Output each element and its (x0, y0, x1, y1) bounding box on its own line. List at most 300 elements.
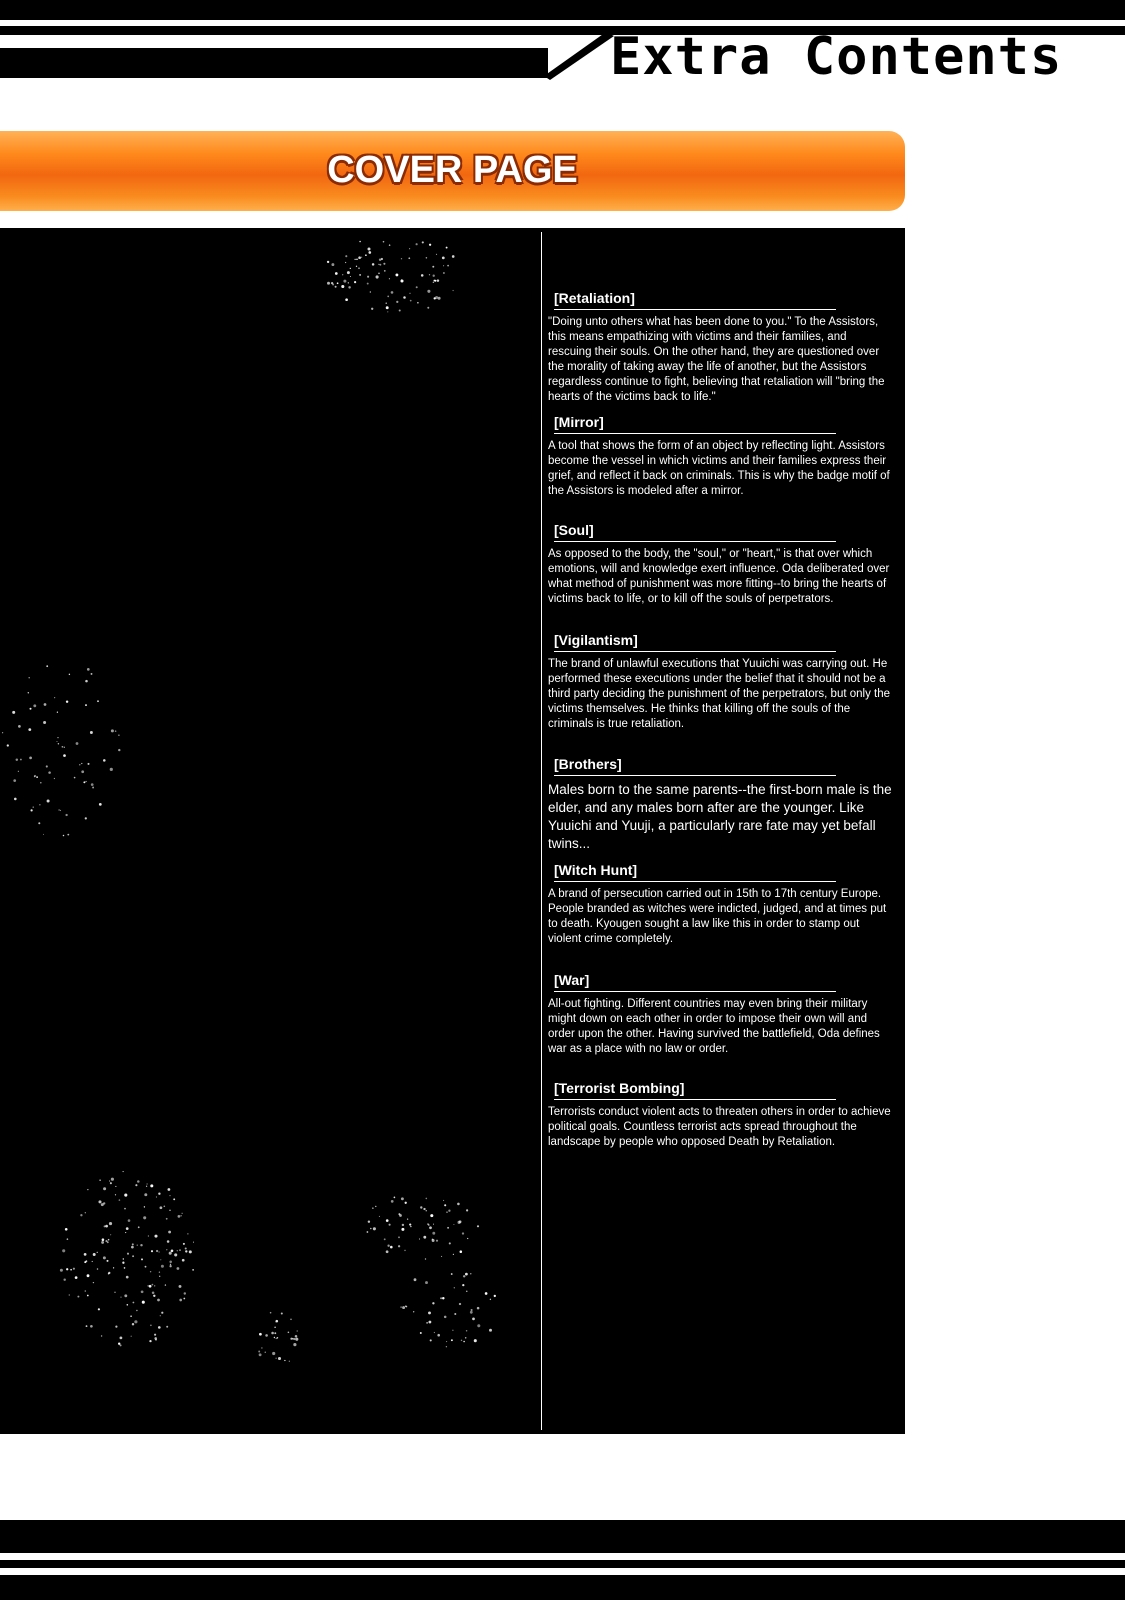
city-light-speck (454, 1287, 455, 1288)
city-light-speck (272, 1352, 275, 1355)
city-light-speck (453, 1254, 454, 1255)
city-light-speck (449, 1242, 451, 1244)
city-light-speck (146, 1186, 147, 1187)
city-light-speck (383, 263, 385, 265)
city-light-speck (28, 728, 31, 731)
city-light-speck (151, 1250, 153, 1252)
city-light-speck (149, 1340, 151, 1342)
city-light-speck (33, 807, 34, 808)
city-light-speck (471, 1309, 473, 1311)
city-light-speck (141, 1258, 143, 1260)
city-light-speck (452, 255, 455, 258)
city-light-speck (429, 274, 430, 275)
city-light-speck (454, 1313, 456, 1315)
city-light-speck (123, 1258, 124, 1259)
city-light-speck (430, 1214, 433, 1217)
city-light-speck (459, 1303, 461, 1305)
city-light-speck (179, 1249, 181, 1251)
city-light-speck (462, 1232, 464, 1234)
city-light-speck (443, 265, 444, 266)
city-light-speck (18, 771, 19, 772)
city-light-speck (401, 1197, 404, 1200)
city-light-speck (103, 1187, 106, 1190)
glossary-term: [Vigilantism] (554, 630, 836, 652)
city-light-speck (178, 1215, 181, 1218)
city-light-speck (138, 1226, 140, 1228)
city-light-speck (64, 747, 65, 748)
city-light-speck (470, 1311, 473, 1314)
city-light-speck (297, 1330, 298, 1331)
city-light-speck (85, 680, 88, 683)
city-light-speck (168, 1188, 171, 1191)
city-light-speck (87, 763, 89, 765)
city-light-speck (166, 1218, 168, 1220)
city-light-speck (477, 1324, 480, 1327)
city-light-speck (375, 1206, 376, 1207)
city-light-speck (111, 729, 114, 732)
city-light-speck (189, 1250, 192, 1253)
city-light-speck (359, 274, 361, 276)
city-light-speck (258, 1351, 260, 1353)
city-light-speck (379, 259, 381, 261)
city-light-speck (466, 1330, 468, 1332)
city-light-speck (147, 1285, 148, 1286)
city-light-speck (84, 1253, 87, 1256)
city-light-speck (420, 1206, 422, 1208)
city-light-speck (90, 731, 93, 734)
city-light-speck (97, 1252, 98, 1253)
city-light-speck (60, 1269, 63, 1272)
city-light-speck (437, 1334, 440, 1337)
glossary-entry (548, 1078, 893, 1150)
city-light-speck (427, 307, 429, 309)
city-light-speck (54, 778, 55, 779)
city-light-speck (127, 1304, 129, 1306)
city-light-speck (289, 1361, 290, 1362)
city-light-speck (150, 1325, 152, 1327)
city-light-speck (159, 1272, 160, 1273)
city-light-speck (43, 721, 46, 724)
city-light-speck (131, 1336, 132, 1337)
city-light-speck (185, 1250, 187, 1252)
city-light-speck (432, 1239, 435, 1242)
city-light-speck (365, 254, 367, 256)
city-light-speck (169, 1265, 171, 1267)
city-light-speck (396, 301, 398, 303)
city-light-speck (111, 1178, 114, 1181)
city-light-speck (485, 1292, 488, 1295)
glossary-definition: The brand of unlawful executions that Yuuichi was carrying out. He performed these executions under the belief that it should not be a third party deciding the punishment of the perpetrators, but only the victims themselves. He thinks that killing off the souls of the criminals is true retaliation. (548, 658, 891, 730)
city-light-speck (350, 268, 351, 269)
city-light-speck (274, 1332, 276, 1334)
city-light-speck (378, 264, 379, 265)
city-light-speck (453, 1224, 454, 1225)
city-light-speck (409, 1224, 411, 1226)
city-light-speck (446, 1211, 447, 1212)
city-light-speck (34, 775, 36, 777)
city-light-speck (163, 1205, 165, 1207)
city-light-speck (447, 265, 449, 267)
glossary-term: [Brothers] (554, 754, 836, 776)
city-light-speck (434, 280, 436, 282)
city-light-speck (73, 1268, 75, 1270)
city-light-speck (132, 1302, 134, 1304)
city-light-speck (290, 1318, 292, 1320)
city-light-speck (419, 1238, 420, 1239)
city-light-speck (398, 1236, 400, 1238)
city-light-speck (137, 1245, 138, 1246)
city-light-speck (86, 1325, 88, 1327)
city-light-speck (124, 1267, 126, 1269)
city-light-speck (410, 1226, 411, 1227)
city-light-speck (465, 1273, 468, 1276)
city-light-speck (444, 1204, 446, 1206)
city-light-speck (193, 1242, 194, 1243)
city-light-speck (65, 1228, 68, 1231)
city-light-speck (293, 1343, 296, 1346)
city-light-speck (465, 1337, 467, 1339)
glossary-definition: All-out fighting. Different countries may even bring their military might down on each other in order to impose their own will and order upon the other. Having survived the battlefield, Oda defines war as a place with no law or order. (548, 998, 880, 1055)
city-light-speck (141, 1290, 144, 1293)
city-light-speck (395, 273, 398, 276)
city-light-speck (345, 298, 348, 301)
city-light-speck (160, 1259, 161, 1260)
city-light-speck (43, 834, 44, 835)
city-light-speck (85, 1290, 87, 1292)
city-light-speck (404, 1250, 406, 1252)
city-light-speck (398, 1245, 400, 1247)
city-light-speck (389, 1224, 391, 1226)
city-light-speck (274, 1326, 276, 1328)
city-light-speck (384, 270, 386, 272)
city-light-speck (354, 281, 356, 283)
city-light-speck (101, 1335, 102, 1336)
city-light-speck (152, 1292, 155, 1295)
city-light-speck (274, 1337, 275, 1338)
city-light-speck (99, 1180, 100, 1181)
city-light-speck (425, 1281, 428, 1284)
city-light-speck (276, 1338, 277, 1339)
city-light-speck (343, 280, 346, 283)
glossary-entry (548, 412, 893, 499)
glossary-term: [Terrorist Bombing] (554, 1078, 836, 1100)
city-light-speck (436, 1240, 438, 1242)
city-light-speck (62, 1249, 65, 1252)
city-light-speck (113, 1267, 114, 1268)
city-light-speck (387, 296, 389, 298)
glossary-definition: Terrorists conduct violent acts to threaten others in order to achieve political goals. Countless terrorist acts spread throughout the landscape by people who opposed Death by Retaliation. (548, 1106, 891, 1148)
city-light-speck (28, 677, 29, 678)
city-light-speck (295, 1335, 298, 1338)
city-light-speck (441, 1256, 442, 1257)
city-light-speck (399, 309, 401, 311)
city-light-speck (168, 1231, 171, 1234)
city-light-speck (29, 708, 31, 710)
city-light-speck (169, 1210, 170, 1211)
city-light-speck (403, 296, 406, 299)
city-light-speck (451, 1273, 453, 1275)
city-light-speck (132, 1323, 134, 1325)
city-light-speck (161, 1312, 163, 1314)
city-light-speck (350, 276, 351, 277)
city-light-speck (67, 834, 69, 836)
city-light-speck (91, 673, 93, 675)
city-light-speck (407, 1218, 408, 1219)
city-light-speck (367, 1231, 369, 1233)
city-light-speck (108, 1273, 110, 1275)
city-light-speck (142, 1301, 145, 1304)
city-light-speck (443, 1200, 444, 1201)
city-light-speck (183, 1243, 185, 1245)
city-light-speck (187, 1233, 188, 1234)
city-light-speck (169, 1261, 172, 1264)
glossary-term: [Soul] (554, 520, 836, 542)
city-light-speck (97, 700, 99, 702)
city-light-speck (386, 306, 389, 309)
city-light-speck (127, 1253, 129, 1255)
city-light-speck (430, 1339, 432, 1341)
city-light-speck (442, 1297, 444, 1299)
city-light-speck (144, 1206, 145, 1207)
city-light-speck (341, 285, 344, 288)
city-light-speck (477, 1225, 479, 1227)
city-light-speck (97, 1268, 99, 1270)
city-light-speck (60, 810, 61, 811)
city-light-speck (33, 704, 36, 707)
city-light-speck (115, 1186, 116, 1187)
city-light-speck (80, 1214, 82, 1216)
city-light-speck (144, 1193, 147, 1196)
city-light-speck (367, 283, 369, 285)
city-light-speck (427, 290, 430, 293)
cover-art-city-lights (0, 228, 540, 1434)
city-light-speck (417, 302, 419, 304)
city-light-speck (38, 822, 40, 824)
city-light-speck (160, 1315, 161, 1316)
city-light-speck (452, 1330, 453, 1331)
city-light-speck (85, 1212, 86, 1213)
city-light-speck (123, 1171, 124, 1172)
city-light-speck (409, 248, 410, 249)
city-light-speck (446, 247, 448, 249)
city-light-speck (69, 674, 70, 675)
city-light-speck (74, 777, 76, 779)
city-light-speck (81, 770, 84, 773)
city-light-speck (434, 1332, 435, 1333)
city-light-speck (122, 1262, 124, 1264)
city-light-speck (416, 286, 418, 288)
city-light-speck (167, 1240, 170, 1243)
city-light-speck (105, 1225, 108, 1228)
city-light-speck (372, 263, 375, 266)
city-light-speck (425, 1258, 426, 1259)
city-light-speck (423, 1208, 425, 1210)
city-light-speck (427, 1223, 429, 1225)
city-light-speck (171, 1250, 174, 1253)
city-light-speck (120, 1337, 123, 1340)
city-light-speck (420, 1332, 422, 1334)
city-light-speck (173, 1198, 175, 1200)
city-light-speck (358, 267, 360, 269)
city-light-speck (284, 1360, 285, 1361)
city-light-speck (85, 781, 86, 782)
city-light-speck (367, 276, 369, 278)
city-light-speck (158, 1326, 161, 1329)
city-light-speck (70, 1269, 72, 1271)
city-light-speck (177, 1250, 178, 1251)
city-light-speck (337, 282, 339, 284)
city-light-speck (150, 1271, 151, 1272)
glossary-definition: As opposed to the body, the "soul," or "heart," is that over which emotions, will and knowledge exert influence. Oda deliberated over what method of punishment was more fitting--to bring the hearts of victims back to life, or to kill off the souls of perpetrators. (548, 548, 890, 605)
city-light-speck (451, 1339, 453, 1341)
city-light-speck (402, 1306, 405, 1309)
city-light-speck (348, 282, 349, 283)
city-light-speck (386, 1219, 389, 1222)
city-light-speck (443, 272, 445, 274)
city-light-speck (379, 1216, 380, 1217)
glossary-term: [War] (554, 970, 836, 992)
city-light-speck (421, 274, 424, 277)
city-light-speck (446, 1346, 447, 1347)
city-light-speck (372, 1207, 373, 1208)
city-light-speck (124, 1294, 127, 1297)
city-light-speck (426, 257, 428, 259)
city-light-speck (444, 1316, 447, 1319)
city-light-speck (391, 1200, 394, 1203)
city-light-speck (405, 1202, 407, 1204)
bottom-border-edge (0, 1575, 1125, 1600)
city-light-speck (131, 1246, 134, 1249)
city-light-speck (295, 1338, 298, 1341)
city-light-speck (184, 1292, 186, 1294)
city-light-speck (368, 1220, 370, 1222)
city-light-speck (87, 668, 90, 671)
city-light-speck (402, 1224, 404, 1226)
city-light-speck (63, 754, 66, 757)
glossary-entry (548, 630, 893, 732)
city-light-speck (345, 255, 347, 257)
city-light-speck (470, 1273, 471, 1274)
city-light-speck (86, 1260, 88, 1262)
city-light-speck (440, 1297, 442, 1299)
city-light-speck (145, 1266, 147, 1268)
city-light-speck (466, 1291, 467, 1292)
city-light-speck (378, 272, 380, 274)
city-light-speck (90, 1325, 93, 1328)
city-light-speck (156, 1250, 158, 1252)
city-light-speck (103, 1256, 106, 1259)
city-light-speck (389, 278, 390, 279)
city-light-speck (83, 781, 85, 783)
cover-page-banner (0, 131, 905, 211)
city-light-speck (416, 243, 418, 245)
city-light-speck (110, 1182, 112, 1184)
city-light-speck (59, 809, 60, 810)
city-light-speck (115, 1194, 116, 1195)
city-light-speck (436, 254, 437, 255)
city-light-speck (57, 712, 58, 713)
city-light-speck (460, 1250, 463, 1253)
city-light-speck (120, 1344, 122, 1346)
city-light-speck (102, 1238, 105, 1241)
city-light-speck (368, 251, 371, 254)
city-light-speck (69, 1294, 70, 1295)
city-light-speck (177, 1267, 180, 1270)
city-light-speck (169, 1252, 172, 1255)
glossary-term: [Witch Hunt] (554, 860, 836, 882)
city-light-speck (98, 1308, 100, 1310)
city-light-speck (152, 1284, 154, 1286)
bottom-border-stripe (0, 1560, 1125, 1568)
glossary-entry (548, 754, 893, 853)
city-light-speck (288, 1331, 290, 1333)
city-light-speck (383, 241, 385, 243)
city-light-speck (115, 1326, 117, 1328)
glossary-definition: A tool that shows the form of an object by reflecting light. Assistors become the vessel in which victims and their families express their grief, and reflect it back on criminals. This is why the badge motif of the Assistors is modeled after a mirror. (548, 440, 890, 497)
city-light-speck (345, 262, 346, 263)
city-light-speck (126, 1227, 129, 1230)
city-light-speck (401, 258, 402, 259)
glossary-entry (548, 288, 893, 405)
city-light-speck (154, 1337, 157, 1340)
city-light-speck (66, 700, 68, 702)
city-light-speck (281, 1312, 283, 1314)
city-light-speck (154, 1285, 155, 1286)
city-light-speck (265, 1334, 268, 1337)
city-light-speck (477, 1307, 480, 1310)
city-light-speck (183, 1298, 185, 1300)
city-light-speck (290, 1338, 292, 1340)
city-light-speck (182, 1213, 183, 1214)
city-light-speck (446, 1341, 447, 1342)
city-light-speck (29, 757, 32, 760)
city-light-speck (40, 782, 42, 784)
city-light-speck (75, 1276, 78, 1279)
city-light-speck (432, 1302, 434, 1304)
city-light-speck (442, 257, 445, 260)
city-light-speck (136, 1310, 137, 1311)
banner-title: COVER PAGE (327, 149, 578, 191)
city-light-speck (140, 1244, 142, 1246)
city-light-speck (115, 730, 117, 732)
city-light-speck (170, 1264, 171, 1265)
city-light-speck (118, 749, 120, 751)
city-light-speck (277, 1337, 279, 1339)
city-light-speck (14, 798, 17, 801)
city-light-speck (132, 1255, 134, 1257)
city-light-speck (389, 244, 391, 246)
city-light-speck (160, 1206, 163, 1209)
glossary-entry (548, 970, 893, 1057)
city-light-speck (179, 1285, 182, 1288)
city-light-speck (18, 725, 21, 728)
city-light-speck (91, 783, 94, 786)
city-light-speck (433, 275, 435, 277)
city-light-speck (356, 258, 358, 260)
city-light-speck (98, 1200, 101, 1203)
city-light-speck (426, 1210, 427, 1211)
city-light-speck (107, 1241, 109, 1243)
city-light-speck (494, 1295, 496, 1297)
city-light-speck (7, 744, 9, 746)
city-light-speck (447, 1227, 449, 1229)
glossary-term: [Retaliation] (554, 288, 836, 310)
city-light-speck (371, 308, 373, 310)
city-light-speck (457, 1203, 460, 1206)
city-light-speck (379, 264, 381, 266)
city-light-speck (423, 1236, 426, 1239)
city-light-speck (361, 257, 362, 258)
